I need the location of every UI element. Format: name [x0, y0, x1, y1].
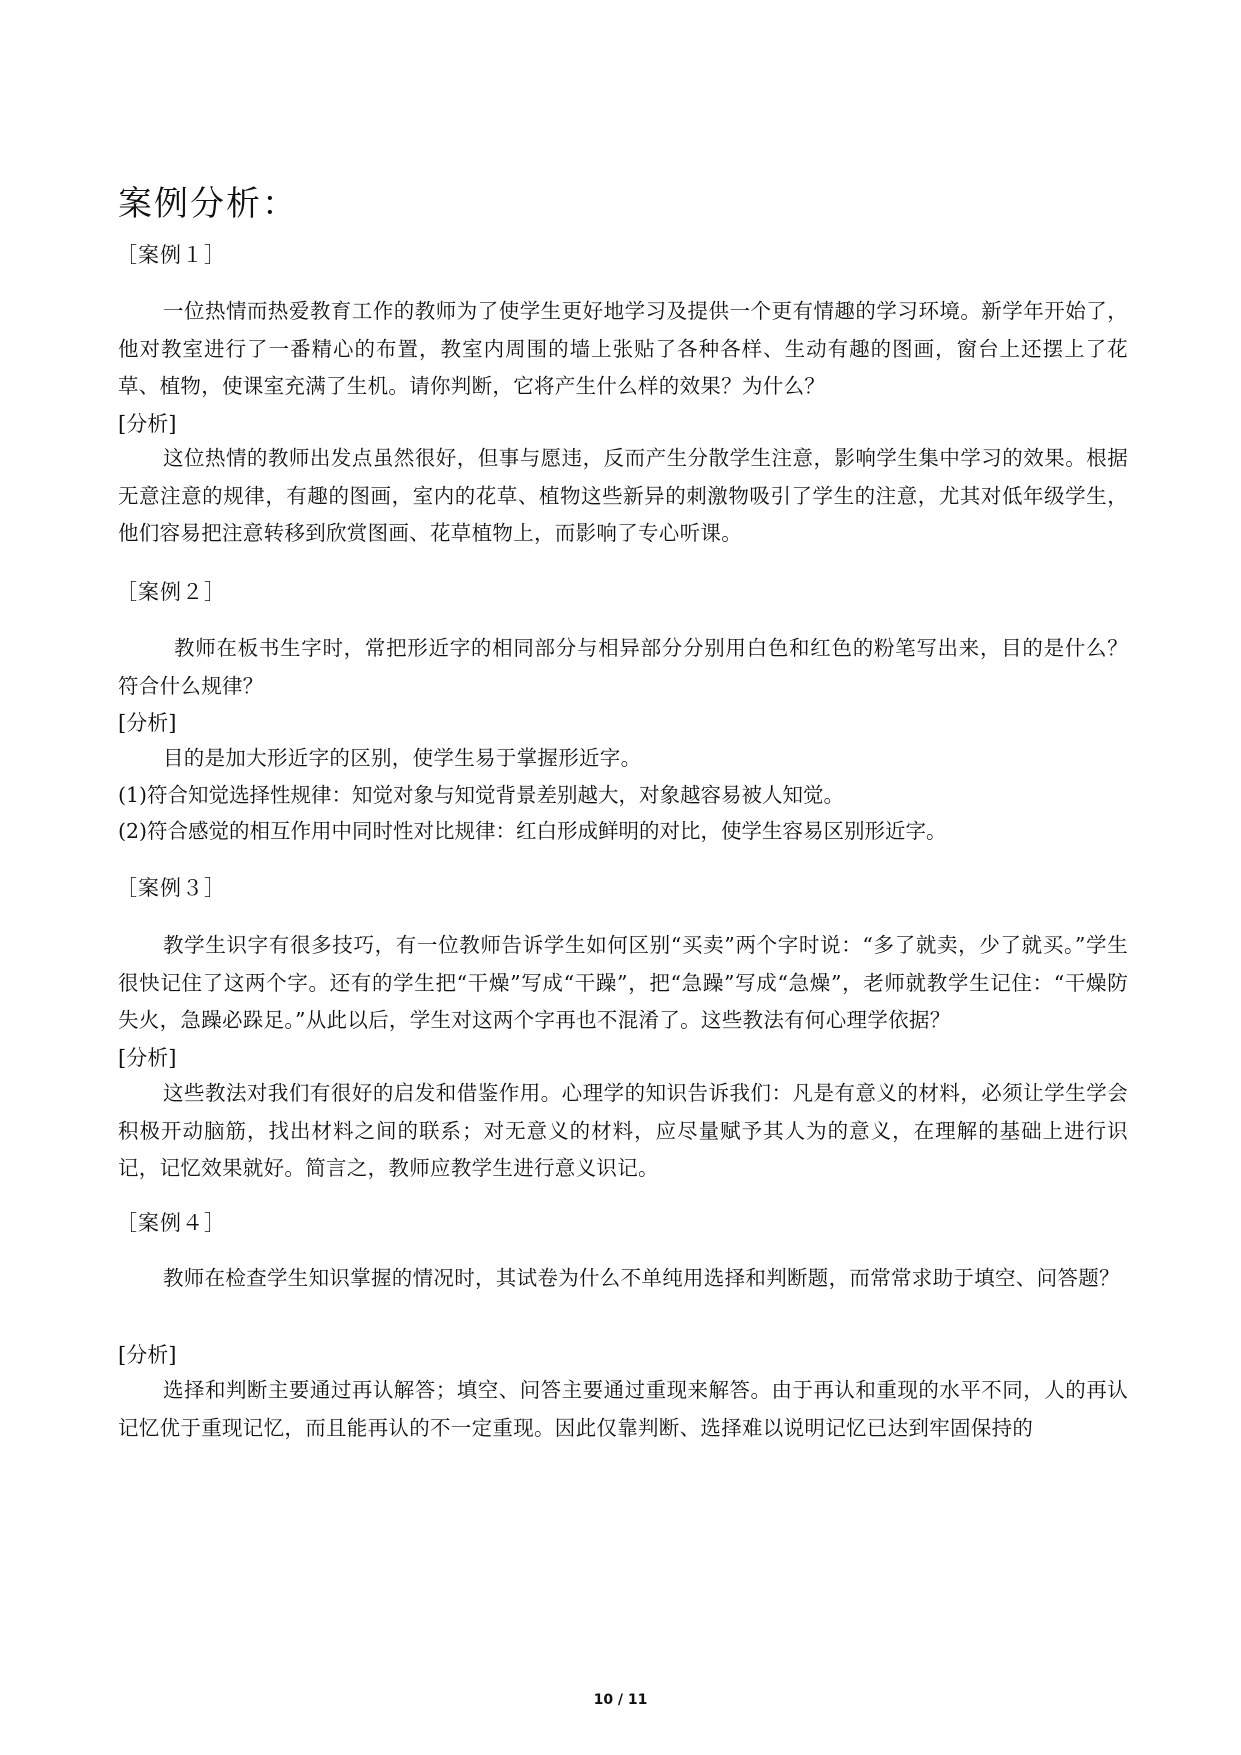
case-1-label: ［案例１］: [116, 243, 226, 267]
case-3-analysis: 这些教法对我们有很好的启发和借鉴作用。心理学的知识告诉我们：凡是有意义的材料，必须让学生学会积极开动脑筋，找出材料之间的联系；对无意义的材料，应尽量赋予其人为的意义，在理解的基础上进行识记，记忆效果就好。简言之，教师应教学生进行意义识记。: [118, 1081, 1128, 1180]
case-4-label: ［案例４］: [116, 1211, 226, 1235]
case-1-question: 一位热情而热爱教育工作的教师为了使学生更好地学习及提供一个更有情趣的学习环境。新学年开始了，他对教室进行了一番精心的布置，教室内周围的墙上张贴了各种各样、生动有趣的图画，窗台上还摆上了花草、植物，使课室充满了生机。请你判断，它将产生什么样的效果？为什么？: [118, 299, 1128, 398]
case-2-analysis: 目的是加大形近字的区别，使学生易于掌握形近字。: [163, 746, 642, 770]
case-3-question: 教学生识字有很多技巧，有一位教师告诉学生如何区别“买卖”两个字时说：“多了就卖，少了就买。”学生很快记住了这两个字。还有的学生把“干燥”写成“干躁”，把“急躁”写成“急燥”，老师就教学生记住：“干燥防失火，急躁必跺足。”从此以后，学生对这两个字再也不混淆了。这些教法有何心理学依据？: [118, 933, 1128, 1032]
case-2-point-1: (1)符合知觉选择性规律：知觉对象与知觉背景差别越大，对象越容易被人知觉。: [118, 783, 845, 807]
case-4-analysis-label: [分析]: [118, 1343, 177, 1367]
case-2-point-2: (2)符合感觉的相互作用中同时性对比规律：红白形成鲜明的对比，使学生容易区别形近字。: [118, 819, 947, 843]
page-number: 10 / 11: [593, 1692, 648, 1708]
case-2-question: 教师在板书生字时，常把形近字的相同部分与相异部分分别用白色和红色的粉笔写出来，目的是什么？符合什么规律？: [118, 636, 1128, 698]
case-4-analysis: 选择和判断主要通过再认解答；填空、问答主要通过重现来解答。由于再认和重现的水平不同，人的再认记忆优于重现记忆，而且能再认的不一定重现。因此仅靠判断、选择难以说明记忆已达到牢固保持的: [118, 1378, 1128, 1440]
case-3-analysis-label: [分析]: [118, 1046, 177, 1070]
case-3-label: ［案例３］: [116, 876, 226, 900]
case-1-analysis-label: [分析]: [118, 412, 177, 436]
case-2-label: ［案例２］: [116, 580, 226, 604]
case-2-analysis-label: [分析]: [118, 711, 177, 735]
case-4-question: 教师在检查学生知识掌握的情况时，其试卷为什么不单纯用选择和判断题，而常常求助于填空、问答题？: [163, 1266, 1120, 1290]
page-title: 案例分析：: [118, 184, 298, 224]
case-1-analysis: 这位热情的教师出发点虽然很好，但事与愿违，反而产生分散学生注意，影响学生集中学习的效果。根据无意注意的规律，有趣的图画，室内的花草、植物这些新异的刺激物吸引了学生的注意，尤其对低年级学生，他们容易把注意转移到欣赏图画、花草植物上，而影响了专心听课。: [118, 446, 1128, 545]
